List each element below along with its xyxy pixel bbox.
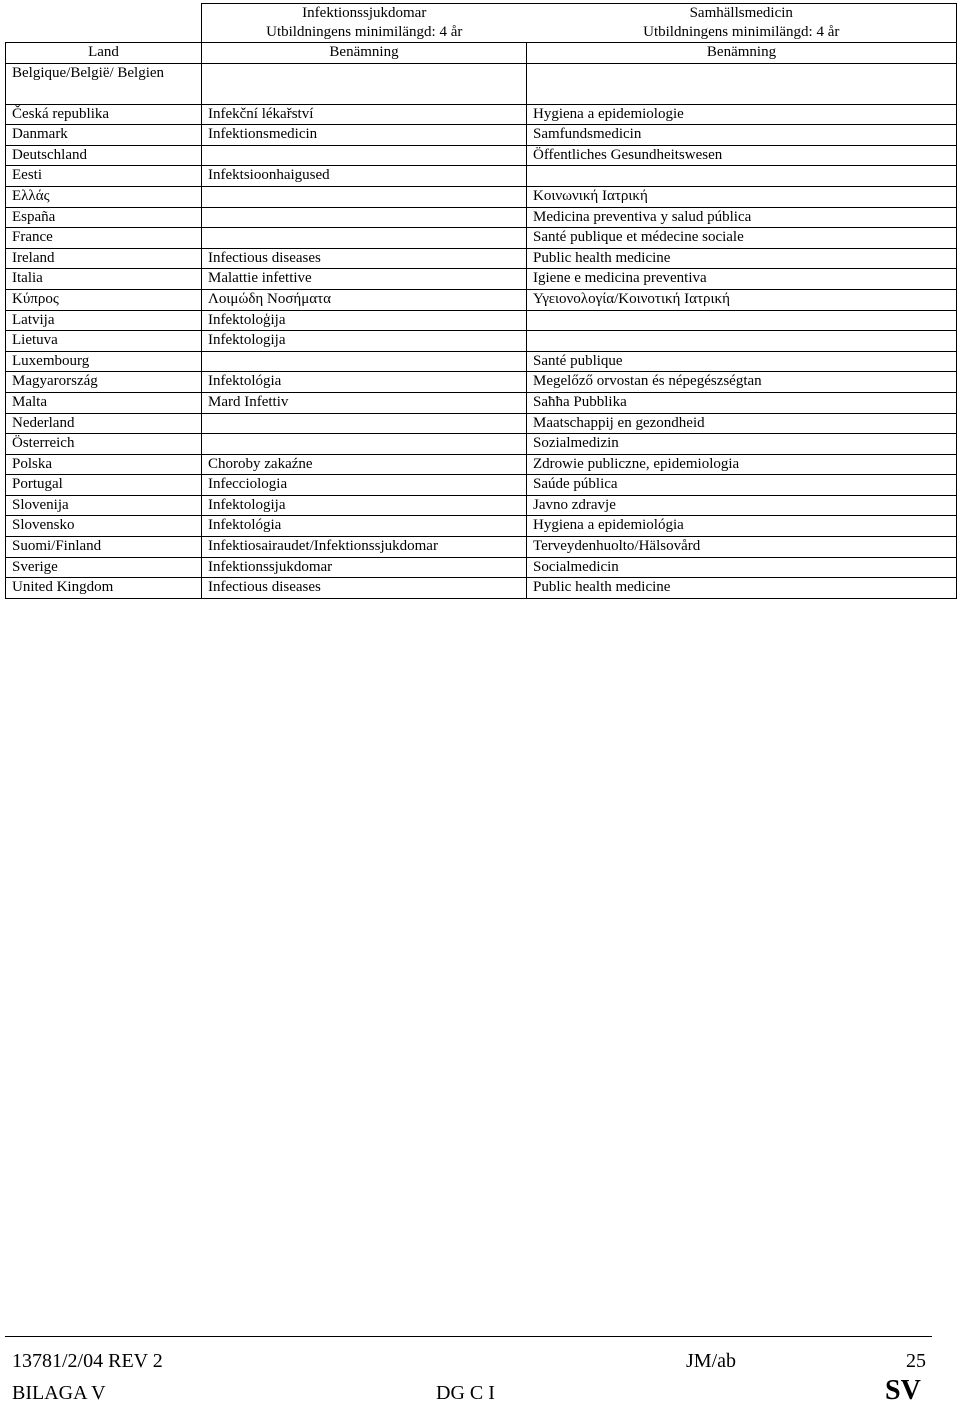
infectious-diseases-cell: Infekční lékařství	[202, 104, 527, 125]
country-cell: España	[6, 207, 202, 228]
table-row	[6, 475, 957, 496]
infectious-diseases-cell: Infectious diseases	[202, 248, 527, 269]
infectious-diseases-cell: Infektológia	[202, 372, 527, 393]
group-title: Infektionssjukdomar	[302, 5, 427, 21]
table-row	[6, 186, 957, 207]
infectious-diseases-cell: Infektionssjukdomar	[202, 557, 527, 578]
table-row	[6, 392, 957, 413]
infectious-diseases-cell	[202, 186, 527, 207]
table-row	[6, 413, 957, 434]
infectious-diseases-cell	[202, 228, 527, 249]
specialties-table	[5, 3, 957, 599]
country-cell: Nederland	[6, 413, 202, 434]
country-cell: Ireland	[6, 248, 202, 269]
country-cell: Italia	[6, 269, 202, 290]
infectious-diseases-cell	[202, 63, 527, 104]
table-row	[6, 145, 957, 166]
community-medicine-cell: Hygiena a epidemiológia	[527, 516, 957, 537]
table-row	[6, 310, 957, 331]
column-header-row	[6, 43, 957, 64]
table-row	[6, 289, 957, 310]
country-cell: Lietuva	[6, 331, 202, 352]
table-row	[6, 207, 957, 228]
country-cell: Κύπρος	[6, 289, 202, 310]
country-cell: Polska	[6, 454, 202, 475]
group-duration: Utbildningens minimilängd: 4 år	[266, 24, 463, 40]
community-medicine-cell: Κοινωνική Ιατρική	[527, 186, 957, 207]
country-cell: Slovensko	[6, 516, 202, 537]
country-cell: United Kingdom	[6, 578, 202, 599]
community-medicine-cell: Public health medicine	[527, 578, 957, 599]
country-cell: Danmark	[6, 125, 202, 146]
infectious-diseases-cell: Λοιμώδη Νοσήματα	[202, 289, 527, 310]
infectious-diseases-cell: Infektologija	[202, 331, 527, 352]
community-medicine-cell	[527, 331, 957, 352]
infectious-diseases-cell	[202, 145, 527, 166]
author-initials: JM/ab	[686, 1350, 736, 1372]
infectious-diseases-cell: Infektiosairaudet/Infektionssjukdomar	[202, 537, 527, 558]
infectious-diseases-cell	[202, 207, 527, 228]
infectious-diseases-cell: Infektoloģija	[202, 310, 527, 331]
header-blank	[6, 4, 202, 43]
table-row	[6, 228, 957, 249]
group-infectious-diseases	[202, 4, 527, 43]
footer-rule	[5, 1336, 932, 1337]
table-row	[6, 372, 957, 393]
community-medicine-cell: Zdrowie publiczne, epidemiologia	[527, 454, 957, 475]
group-title: Samhällsmedicin	[689, 5, 793, 21]
table-row	[6, 516, 957, 537]
header-land: Land	[6, 43, 202, 64]
infectious-diseases-cell: Malattie infettive	[202, 269, 527, 290]
country-cell: Deutschland	[6, 145, 202, 166]
community-medicine-cell	[527, 63, 957, 104]
header-name-2: Benämning	[527, 43, 957, 64]
table-row	[6, 331, 957, 352]
doc-reference: 13781/2/04 REV 2	[12, 1350, 163, 1372]
country-cell: Luxembourg	[6, 351, 202, 372]
infectious-diseases-cell: Infektsioonhaigused	[202, 166, 527, 187]
country-cell: Portugal	[6, 475, 202, 496]
country-cell: France	[6, 228, 202, 249]
country-cell: Österreich	[6, 434, 202, 455]
group-header-row	[6, 4, 957, 43]
infectious-diseases-cell: Mard Infettiv	[202, 392, 527, 413]
community-medicine-cell: Saúde pública	[527, 475, 957, 496]
community-medicine-cell: Igiene e medicina preventiva	[527, 269, 957, 290]
group-duration: Utbildningens minimilängd: 4 år	[643, 24, 840, 40]
community-medicine-cell	[527, 166, 957, 187]
community-medicine-cell: Santé publique et médecine sociale	[527, 228, 957, 249]
infectious-diseases-cell: Infectious diseases	[202, 578, 527, 599]
country-cell: Česká republika	[6, 104, 202, 125]
community-medicine-cell: Terveydenhuolto/Hälsovård	[527, 537, 957, 558]
infectious-diseases-cell: Infektionsmedicin	[202, 125, 527, 146]
community-medicine-cell: Saħħa Pubblika	[527, 392, 957, 413]
infectious-diseases-cell: Infektológia	[202, 516, 527, 537]
community-medicine-cell: Medicina preventiva y salud pública	[527, 207, 957, 228]
infectious-diseases-cell: Infektologija	[202, 495, 527, 516]
community-medicine-cell: Public health medicine	[527, 248, 957, 269]
table-row	[6, 63, 957, 104]
directorate-label: DG C I	[436, 1382, 495, 1404]
table-row	[6, 269, 957, 290]
table-row	[6, 104, 957, 125]
table-row	[6, 578, 957, 599]
table-row	[6, 495, 957, 516]
community-medicine-cell: Samfundsmedicin	[527, 125, 957, 146]
community-medicine-cell: Javno zdravje	[527, 495, 957, 516]
country-cell: Magyarország	[6, 372, 202, 393]
country-cell: Suomi/Finland	[6, 537, 202, 558]
table-row	[6, 351, 957, 372]
table-row	[6, 166, 957, 187]
community-medicine-cell: Socialmedicin	[527, 557, 957, 578]
infectious-diseases-cell: Choroby zakaźne	[202, 454, 527, 475]
country-cell: Eesti	[6, 166, 202, 187]
annex-label: BILAGA V	[12, 1382, 106, 1404]
country-cell: Sverige	[6, 557, 202, 578]
header-name-1: Benämning	[202, 43, 527, 64]
table-row	[6, 537, 957, 558]
country-cell: Ελλάς	[6, 186, 202, 207]
community-medicine-cell: Santé publique	[527, 351, 957, 372]
country-cell: Slovenija	[6, 495, 202, 516]
table-row	[6, 557, 957, 578]
page-number: 25	[906, 1350, 926, 1372]
community-medicine-cell: Öffentliches Gesundheitswesen	[527, 145, 957, 166]
language-code: SV	[885, 1375, 921, 1406]
community-medicine-cell: Υγειονολογία/Κοινοτική Ιατρική	[527, 289, 957, 310]
infectious-diseases-cell: Infecciologia	[202, 475, 527, 496]
community-medicine-cell: Sozialmedizin	[527, 434, 957, 455]
table-row	[6, 125, 957, 146]
group-community-medicine	[527, 4, 957, 43]
infectious-diseases-cell	[202, 413, 527, 434]
country-cell: Latvija	[6, 310, 202, 331]
community-medicine-cell: Megelőző orvostan és népegészségtan	[527, 372, 957, 393]
table-row	[6, 434, 957, 455]
country-cell: Belgique/België/ Belgien	[6, 63, 202, 104]
community-medicine-cell: Maatschappij en gezondheid	[527, 413, 957, 434]
infectious-diseases-cell	[202, 351, 527, 372]
community-medicine-cell: Hygiena a epidemiologie	[527, 104, 957, 125]
table-row	[6, 248, 957, 269]
infectious-diseases-cell	[202, 434, 527, 455]
community-medicine-cell	[527, 310, 957, 331]
country-cell: Malta	[6, 392, 202, 413]
table-row	[6, 454, 957, 475]
